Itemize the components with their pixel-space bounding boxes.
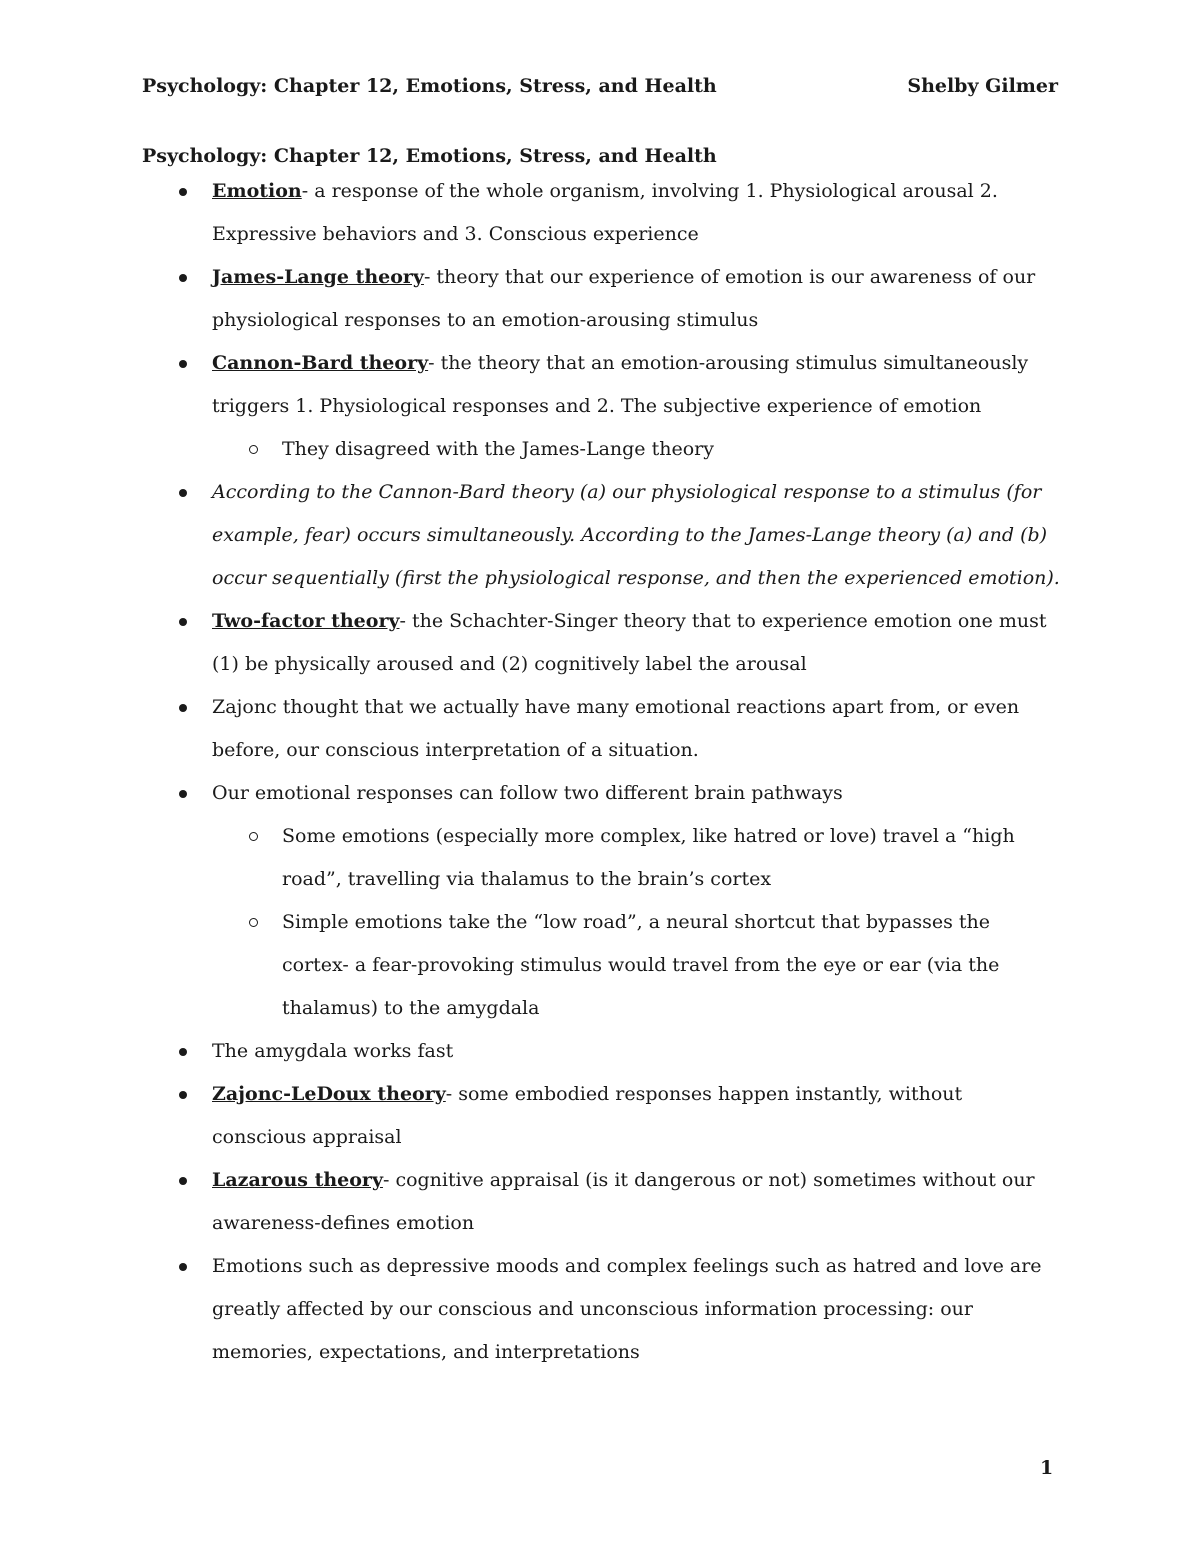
definition-emotion: - a response of the whole organism, involving 1. Physiological arousal 2. Expressive behaviors and 3. Conscious experience — [212, 180, 998, 245]
sub-item — [212, 815, 1062, 901]
notes-content — [142, 170, 1062, 1374]
list-item-two-factor — [142, 600, 1062, 686]
bullet-icon — [179, 274, 187, 282]
term-zajonc-ledoux: Zajonc-LeDoux theory — [212, 1083, 446, 1105]
list-item-cannon-bard — [142, 342, 1062, 471]
sub-item-text: Some emotions (especially more complex, like hatred or love) travel a “high road”, travelling via thalamus to the brain’s cortex — [282, 825, 1015, 890]
page-header — [142, 72, 1058, 100]
term-lazarous: Lazarous theory — [212, 1169, 383, 1191]
circle-bullet-icon — [249, 832, 258, 841]
emotions-processing-text: Emotions such as depressive moods and complex feelings such as hatred and love are greatly affected by our conscious and unconscious information processing: our memories, expectations, and interpretations — [212, 1255, 1042, 1363]
bullet-icon — [179, 1263, 187, 1271]
list-item-lazarous — [142, 1159, 1062, 1245]
definition-cannon-bard: - the theory that an emotion-arousing stimulus simultaneously triggers 1. Physiological responses and 2. The subjective experience of emotion — [212, 352, 1029, 417]
bullet-icon — [179, 790, 187, 798]
definition-zajonc-ledoux: - some embodied responses happen instantly, without conscious appraisal — [212, 1083, 963, 1148]
bullet-icon — [179, 704, 187, 712]
list-item-comparison — [142, 471, 1062, 600]
notes-list — [142, 170, 1062, 1374]
circle-bullet-icon — [249, 918, 258, 927]
header-title: Psychology: Chapter 12, Emotions, Stress, and Health — [142, 75, 717, 97]
zajonc-text: Zajonc thought that we actually have many emotional reactions apart from, or even before, our conscious interpretation of a situation. — [212, 696, 1020, 761]
header-author: Shelby Gilmer — [907, 75, 1058, 97]
pathways-text: Our emotional responses can follow two different brain pathways — [212, 782, 843, 804]
bullet-icon — [179, 618, 187, 626]
definition-lazarous: - cognitive appraisal (is it dangerous or not) sometimes without our awareness-defines emotion — [212, 1169, 1035, 1234]
sub-item-text: Simple emotions take the “low road”, a neural shortcut that bypasses the cortex- a fear-provoking stimulus would travel from the eye or ear (via the thalamus) to the amygdala — [282, 911, 1000, 1019]
amygdala-text: The amygdala works fast — [212, 1040, 454, 1062]
list-item-emotions-processing — [142, 1245, 1062, 1374]
bullet-icon — [179, 1177, 187, 1185]
sub-item — [212, 428, 1062, 471]
definition-two-factor: - the Schachter-Singer theory that to experience emotion one must (1) be physically aroused and (2) cognitively label the arousal — [212, 610, 1047, 675]
bullet-icon — [179, 1048, 187, 1056]
bullet-icon — [179, 489, 187, 497]
comparison-text: According to the Cannon-Bard theory (a) our physiological response to a stimulus (for example, fear) occurs simultaneously. According to the James-Lange theory (a) and (b) occur sequentially (first the physiological response, and then the experienced emotion). — [212, 481, 1060, 589]
list-item-amygdala — [142, 1030, 1062, 1073]
term-james-lange: James-Lange theory — [212, 266, 424, 288]
definition-james-lange: - theory that our experience of emotion is our awareness of our physiological responses to an emotion-arousing stimulus — [212, 266, 1036, 331]
list-item-james-lange — [142, 256, 1062, 342]
list-item-pathways — [142, 772, 1062, 1030]
bullet-icon — [179, 188, 187, 196]
bullet-icon — [179, 1091, 187, 1099]
list-item-emotion — [142, 170, 1062, 256]
document-title: Psychology: Chapter 12, Emotions, Stress, and Health — [142, 145, 717, 167]
term-two-factor: Two-factor theory — [212, 610, 400, 632]
circle-bullet-icon — [249, 445, 258, 454]
list-item-zajonc — [142, 686, 1062, 772]
bullet-icon — [179, 360, 187, 368]
term-cannon-bard: Cannon-Bard theory — [212, 352, 429, 374]
sub-item — [212, 901, 1062, 1030]
list-item-zajonc-ledoux — [142, 1073, 1062, 1159]
page-number: 1 — [1040, 1457, 1054, 1479]
term-emotion: Emotion — [212, 180, 302, 202]
sub-list — [212, 815, 1062, 1030]
sub-list — [212, 428, 1062, 471]
sub-item-text: They disagreed with the James-Lange theory — [282, 438, 714, 460]
